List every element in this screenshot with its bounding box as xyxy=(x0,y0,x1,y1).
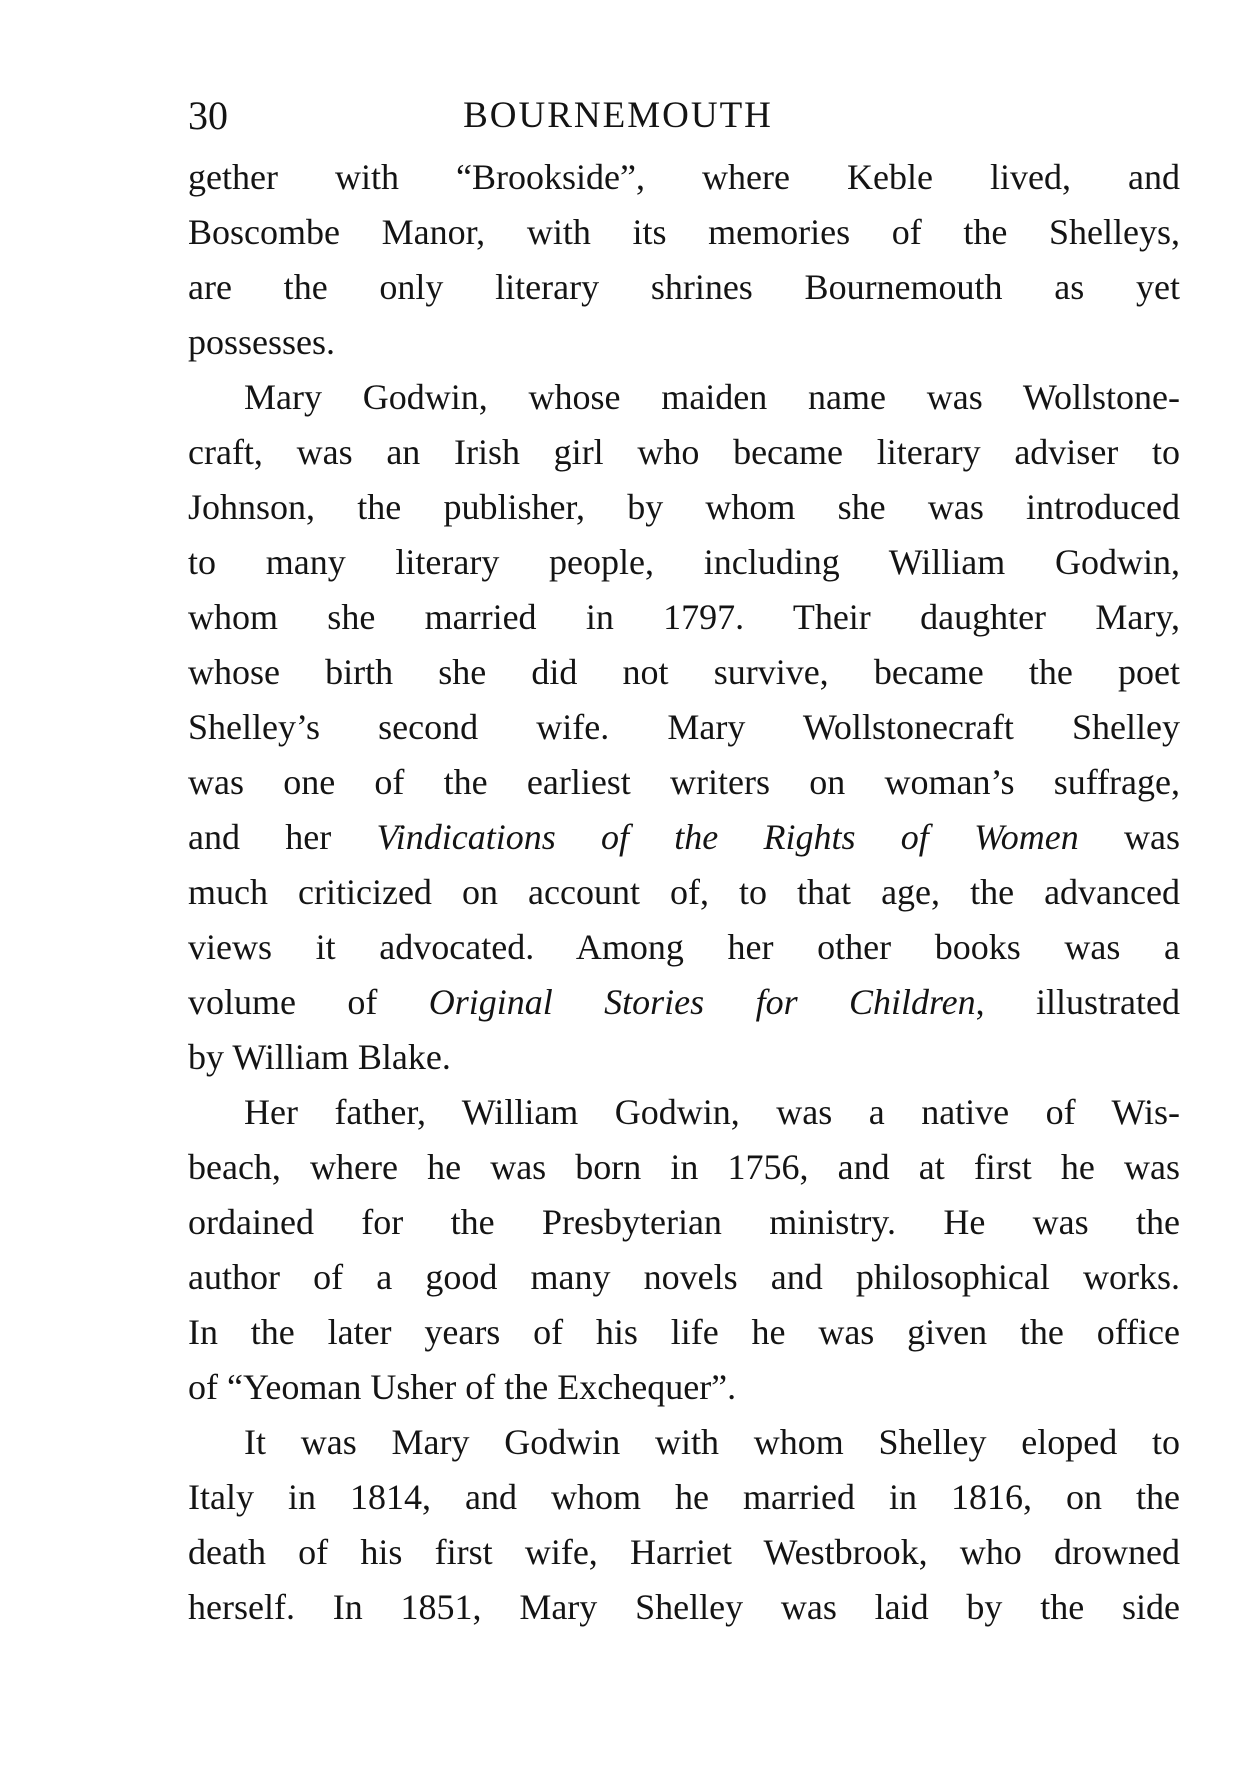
text-line: was one of the earliest writers on woman’s suffrage, xyxy=(188,762,1180,802)
text-line: possesses. xyxy=(188,322,336,362)
running-head xyxy=(188,86,1188,146)
text-line: whose birth she did not survive, became the poet xyxy=(188,652,1180,692)
text-line: much criticized on account of, to that age, the advanced xyxy=(188,872,1180,912)
text-line: Johnson, the publisher, by whom she was introduced xyxy=(188,487,1180,527)
text-line: herself. In 1851, Mary Shelley was laid by the side xyxy=(188,1587,1180,1627)
text-line: to many literary people, including William Godwin, xyxy=(188,542,1180,582)
paragraph-4 xyxy=(188,1415,1180,1635)
body-text xyxy=(188,150,1180,1635)
line-text: volume of xyxy=(188,982,429,1022)
book-title-original-stories: Original Stories for Children xyxy=(428,982,976,1022)
text-line-with-title xyxy=(188,810,1180,865)
text-line: It was Mary Godwin with whom Shelley eloped to xyxy=(244,1422,1180,1462)
text-line: Italy in 1814, and whom he married in 1816, on the xyxy=(188,1477,1180,1517)
line-text: , illustrated xyxy=(975,982,1180,1022)
text-line: views it advocated. Among her other books was a xyxy=(188,927,1180,967)
text-line: are the only literary shrines Bournemouth as yet xyxy=(188,267,1180,307)
text-line: whom she married in 1797. Their daughter Mary, xyxy=(188,597,1180,637)
book-title-vindications: Vindications of the Rights of Women xyxy=(376,817,1079,857)
text-line: Shelley’s second wife. Mary Wollstonecraft Shelley xyxy=(188,707,1180,747)
text-line: by William Blake. xyxy=(188,1037,451,1077)
line-text: was xyxy=(1078,817,1180,857)
running-title: BOURNEMOUTH xyxy=(463,95,773,136)
text-line: Mary Godwin, whose maiden name was Wollstone- xyxy=(244,377,1180,417)
paragraph-3 xyxy=(188,1085,1180,1415)
text-line: In the later years of his life he was given the office xyxy=(188,1312,1180,1352)
text-line: ordained for the Presbyterian ministry. He was the xyxy=(188,1202,1180,1242)
text-line: craft, was an Irish girl who became literary adviser to xyxy=(188,432,1180,472)
text-line: gether with “Brookside”, where Keble lived, and xyxy=(188,157,1180,197)
paragraph-1 xyxy=(188,150,1180,370)
page-number: 30 xyxy=(188,93,228,138)
text-line: Her father, William Godwin, was a native of Wis- xyxy=(244,1092,1180,1132)
line-text: and her xyxy=(188,817,377,857)
text-line: of “Yeoman Usher of the Exchequer”. xyxy=(188,1367,737,1407)
text-line-with-title xyxy=(188,975,1180,1030)
text-line: Boscombe Manor, with its memories of the Shelleys, xyxy=(188,212,1180,252)
text-line: death of his first wife, Harriet Westbrook, who drowned xyxy=(188,1532,1180,1572)
paragraph-2 xyxy=(188,370,1180,1085)
text-line: beach, where he was born in 1756, and at first he was xyxy=(188,1147,1180,1187)
text-line: author of a good many novels and philosophical works. xyxy=(188,1257,1180,1297)
